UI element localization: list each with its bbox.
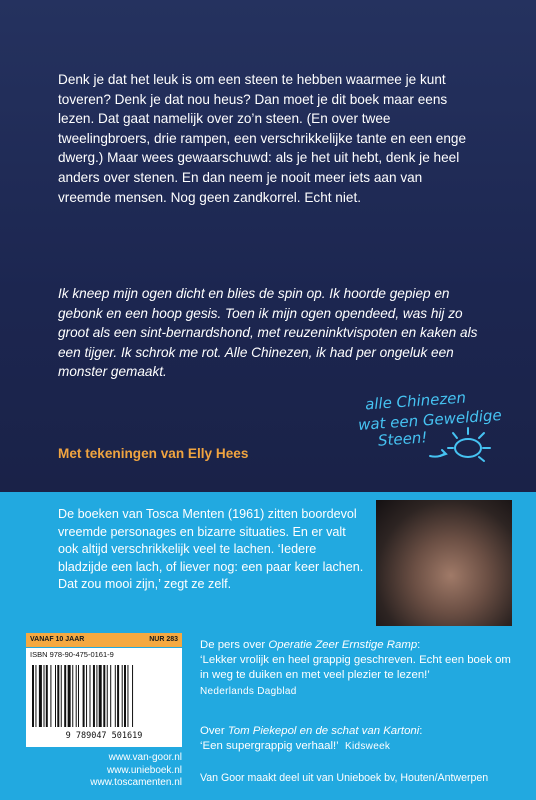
isbn-label: [26, 648, 182, 661]
website-list: [26, 752, 182, 790]
handwritten-line-2: wat een Geweldige: [357, 406, 503, 434]
barcode-bar: [50, 665, 51, 727]
barcode-bar: [93, 665, 95, 727]
nur-code-label: NUR 283: [149, 636, 178, 643]
barcode-bar: [83, 665, 85, 727]
barcode-bar: [78, 665, 79, 727]
illustrator-credit: Met tekeningen van Elly Hees: [58, 446, 249, 461]
blurb-paragraph: Denk je dat het leuk is om een steen te hebben waarmee je kunt toveren? Denk je dat nou heus? Dan moet je dit boek maar eens lezen. Dat gaat namelijk over zo’n steen. (En over twee tweelingbroers, drie rampen, een verschrikkelijke tante en een enge dwerg.) Maar wees gewaarschuwd: als je het uit hebt, denk je heel anders over stenen. En dan neem je nooit meer iets aan van vreemde mensen. Nog geen zandkorrel. Echt niet.: [58, 72, 467, 205]
isbn-text: ISBN 978-90-475-0161-9: [30, 650, 114, 659]
barcode-bar: [44, 665, 45, 727]
press-intro-2-prefix: Over: [200, 725, 228, 737]
press-quote-1: [200, 638, 520, 699]
barcode-bars: [32, 665, 176, 731]
barcode-bar: [39, 665, 42, 727]
excerpt-paragraph: Ik kneep mijn ogen dicht en blies de spin op. Ik hoorde gepiep en gebonk en een hoop gesis. Toen ik mijn ogen opendeed, was hij zo groot als een sint-bernardshond, met reuzeninktvispoten en kaken als een tijger. Ik schrok me rot. Alle Chinezen, ik had per ongeluk een monster gemaakt.: [58, 286, 478, 380]
barcode-bar: [115, 665, 116, 727]
press-intro-2-title: Tom Piekepol en de schat van Kartoni: [227, 725, 420, 737]
barcode-bar: [117, 665, 119, 727]
barcode-bar: [64, 665, 66, 727]
barcode-number: 9 789047 501619: [65, 731, 143, 741]
press-quote-2-text: ‘Een supergrappig verhaal!’: [200, 740, 339, 753]
age-label: [26, 633, 182, 647]
press-intro-1-title: Operatie Zeer Ernstige Ramp: [268, 639, 418, 651]
press-intro-2-suffix: :: [419, 725, 423, 737]
sun-doodle-icon: [424, 410, 504, 470]
barcode-bar: [110, 665, 111, 727]
barcode-bar: [90, 665, 91, 727]
barcode-bar: [103, 665, 105, 727]
website-unieboek[interactable]: www.unieboek.nl: [106, 764, 182, 776]
press-source-2: Kidsweek: [345, 741, 391, 753]
barcode-bar: [32, 665, 34, 727]
barcode-bar: [132, 665, 133, 727]
handwritten-line-1: alle Chinezen: [364, 388, 467, 414]
barcode-bar: [68, 665, 71, 727]
barcode-bar: [55, 665, 56, 727]
barcode-bar: [46, 665, 48, 727]
barcode-bar: [86, 665, 87, 727]
handwritten-line-3: Steen!: [377, 428, 428, 450]
press-quote-1-text: ‘Lekker vrolijk en heel grappig geschreven. Echt een boek om in weg te duiken en met veel plezier te lezen!’: [200, 654, 511, 682]
barcode-bar: [122, 665, 123, 727]
publisher-line: Van Goor maakt deel uit van Unieboek bv, Houten/Antwerpen: [200, 772, 489, 784]
barcode-bar: [35, 665, 36, 727]
age-range-label: VANAF 10 JAAR: [30, 636, 85, 643]
barcode-bar: [57, 665, 59, 727]
author-bio: De boeken van Tosca Menten (1961) zitten boordevol vreemde personages en bizarre situaties. En er valt ook altijd verschrikkelijk veel te lachen. ‘Iedere bladzijde een lach, of liever nog: een paar keer lachen. Dat zou mooi zijn,’ zegt ze zelf.: [58, 507, 364, 592]
barcode-bar: [99, 665, 102, 727]
barcode: [26, 661, 182, 747]
barcode-bar: [76, 665, 77, 727]
website-toscamenten[interactable]: www.toscamenten.nl: [90, 777, 182, 788]
press-quote-2: [200, 724, 520, 754]
barcode-bar: [124, 665, 126, 727]
author-photo: [376, 500, 512, 626]
website-van-goor[interactable]: www.van-goor.nl: [108, 752, 182, 763]
press-intro-1-suffix: :: [417, 639, 421, 651]
press-intro-1-prefix: De pers over: [200, 639, 269, 651]
barcode-bar: [96, 665, 97, 727]
press-source-1: Nederlands Dagblad: [200, 685, 297, 697]
barcode-bar: [107, 665, 108, 727]
barcode-bar: [61, 665, 62, 727]
barcode-bar: [127, 665, 128, 727]
barcode-bar: [72, 665, 73, 727]
